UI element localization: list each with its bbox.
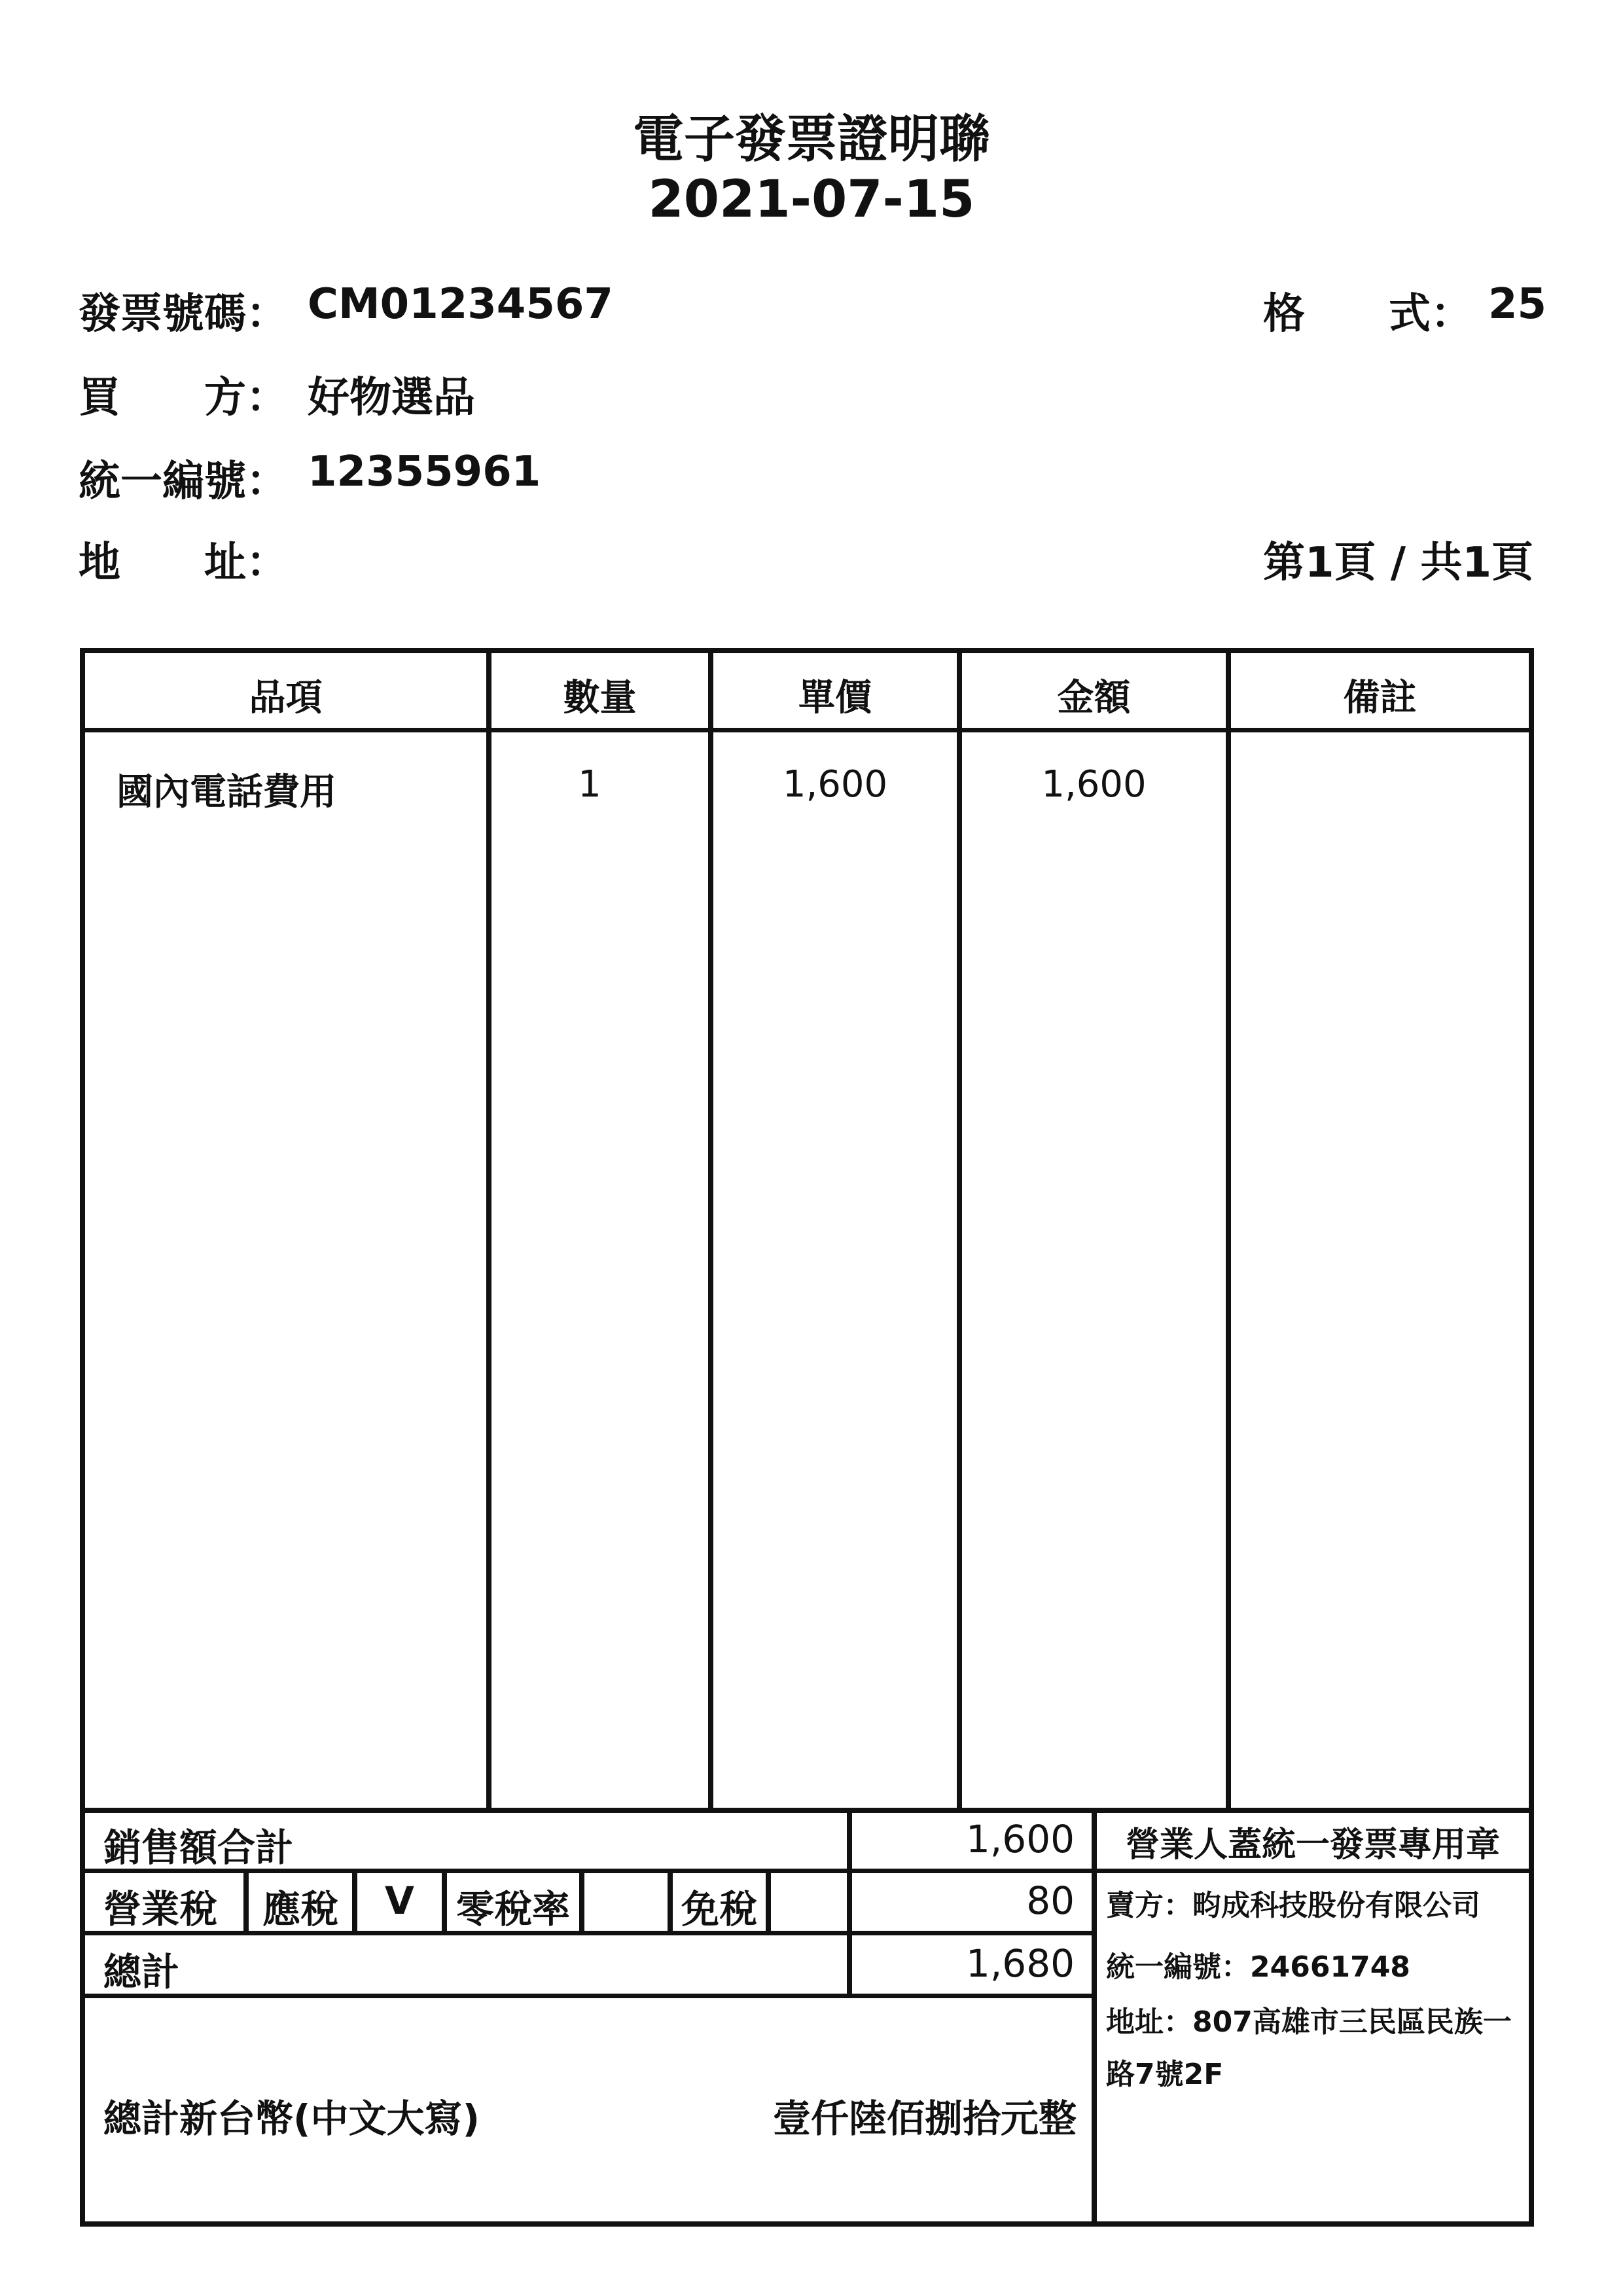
taxable-label: 應稅 [262,1887,338,1931]
document-title: 電子發票證明聯 [632,110,990,169]
seller-name: 賣方：畇成科技股份有限公司 [1106,1889,1480,1922]
seller-address: 地址：807高雄市三民區民族一路7號2F [1106,2005,1512,2091]
column-divider [1226,648,1231,1813]
summary-row-divider [80,1931,1096,1935]
tax-value: 80 [1026,1878,1075,1923]
table-header-divider [80,728,1534,732]
zero-rate-label: 零稅率 [455,1887,570,1931]
tax-cell-divider [668,1869,673,1933]
invoice-date: 2021-07-15 [648,170,975,229]
buyer-value: 好物選品 [308,374,475,422]
column-header-note: 備註 [1343,677,1417,719]
grand-total-label: 總計 [103,1950,180,1994]
tax-cell-divider [243,1869,249,1933]
invoice-number: CM01234567 [308,280,613,329]
page-info: 第1頁 / 共1頁 [1263,539,1533,587]
seller-tax-id: 統一編號：24661748 [1106,1950,1410,1984]
chinese-total-label: 總計新台幣(中文大寫) [103,2096,480,2141]
buyer-tax-id-label: 統一編號： [79,457,288,506]
column-divider [708,648,713,1813]
grand-total-value: 1,680 [965,1941,1075,1986]
sales-total-label: 銷售額合計 [103,1825,294,1870]
column-header-qty: 數量 [563,677,637,719]
row-unit-price: 1,600 [782,763,888,806]
tax-cell-divider [442,1869,447,1933]
summary-row-divider [80,1869,1534,1873]
row-item: 國內電話費用 [116,771,336,814]
summary-col-divider [1092,1808,1097,2227]
tax-cell-divider [579,1869,584,1933]
sales-total-value: 1,600 [965,1817,1075,1861]
invoice-number-label: 發票號碼： [79,290,288,338]
row-qty: 1 [578,763,601,806]
buyer-tax-id: 12355961 [308,448,541,496]
column-divider [957,648,962,1813]
row-amount: 1,600 [1041,763,1147,806]
column-divider [486,648,491,1813]
stamp-title: 營業人蓋統一發票專用章 [1125,1825,1500,1865]
chinese-total-value: 壹仟陸佰捌拾元整 [772,2096,1077,2141]
summary-col-divider [847,1808,852,1998]
column-header-amount: 金額 [1057,677,1131,719]
items-table [80,648,1534,1813]
format-value: 25 [1488,280,1547,329]
summary-row-divider [80,1994,1096,1998]
business-tax-label: 營業稅 [103,1887,218,1931]
tax-cell-divider [766,1869,771,1933]
column-header-unit-price: 單價 [798,677,872,719]
buyer-label: 買 方： [79,374,288,422]
tax-cell-divider [352,1869,357,1933]
column-header-item: 品項 [249,677,323,719]
address-label: 地 址： [79,539,288,587]
taxable-mark: V [385,1878,414,1923]
format-label: 格 式： [1263,290,1472,338]
exempt-label: 免稅 [681,1887,757,1931]
